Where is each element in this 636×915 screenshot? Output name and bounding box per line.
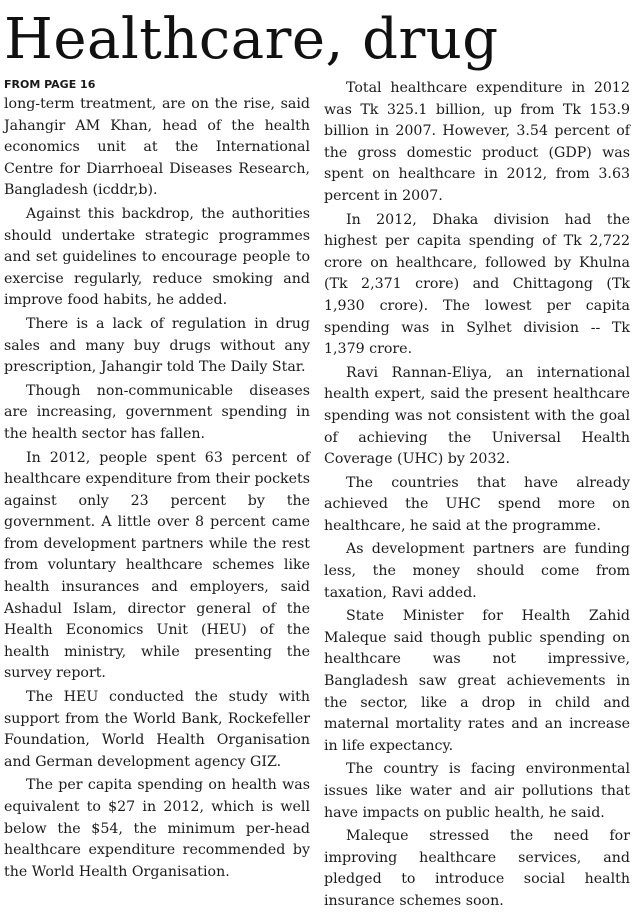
column-right [324,78,630,915]
paragraph: In 2012, Dhaka division had the highest per capita spending of Tk 2,722 crore on healthcare, followed by Khulna (Tk 2,371 crore) and Chittagong (Tk 1,930 crore). The lowest per capita spending was in Sylhet division -- Tk 1,379 crore. [324,211,630,358]
headline: Healthcare, drug [4,7,499,72]
paragraph: The HEU conducted the study with support from the World Bank, Rockefeller Foundation, World Health Organisation and German development agency GIZ. [4,689,310,770]
paragraph: State Minister for Health Zahid Maleque said though public spending on healthcare was not impressive, Bangladesh saw great achievements in the sector, like a drop in child and maternal mortality rates and an increase in life expectancy. [324,608,630,754]
paragraph: Though non-communicable diseases are increasing, government spending in the health sector has fallen. [4,382,310,442]
paragraph: Against this backdrop, the authorities should undertake strategic programmes and set guidelines to encourage people to exercise regularly, reduce smoking and improve food habits, he added. [4,205,310,309]
paragraph: Total healthcare expenditure in 2012 was Tk 325.1 billion, up from Tk 153.9 billion in 2007. However, 3.54 percent of the gross domestic product (GDP) was spent on healthcare in 2012, from 3.63 percent in 2007. [324,80,630,204]
paragraph: There is a lack of regulation in drug sales and many buy drugs without any prescription, Jahangir told The Daily Star. [4,315,310,376]
paragraph: The per capita spending on health was equivalent to $27 in 2012, which is well below the $54, the minimum per-head healthcare expenditure recommended by the World Health Organisation. [4,777,310,880]
paragraph: In 2012, people spent 63 percent of healthcare expenditure from their pockets against only 23 percent by the government. A little over 8 percent came from development partners while the rest from voluntary healthcare schemes like health insurances and employers, said Ashadul Islam, director general of the Health Economics Unit (HEU) of the health ministry, while presenting the survey report. [4,449,310,682]
paragraph: long-term treatment, are on the rise, said Jahangir AM Khan, head of the health economics unit at the International Centre for Diarrhoeal Diseases Research, Bangladesh (icddr,b). [4,96,310,199]
paragraph: The country is facing environmental issues like water and air pollutions that have impacts on public health, he said. [324,761,630,821]
dateline: FROM PAGE 16 [4,78,96,91]
paragraph: Maleque stressed the need for improving healthcare services, and pledged to introduce social health insurance schemes soon. [324,828,630,909]
paragraph: The countries that have already achieved the UHC spend more on healthcare, he said at the programme. [324,474,630,534]
article-columns [4,78,630,915]
paragraph: Ravi Rannan-Eliya, an international health expert, said the present healthcare spending was not consistent with the goal of achieving the Universal Health Coverage (UHC) by 2032. [324,364,630,468]
paragraph: As development partners are funding less, the money should come from taxation, Ravi added. [324,541,630,601]
column-left [4,78,310,915]
